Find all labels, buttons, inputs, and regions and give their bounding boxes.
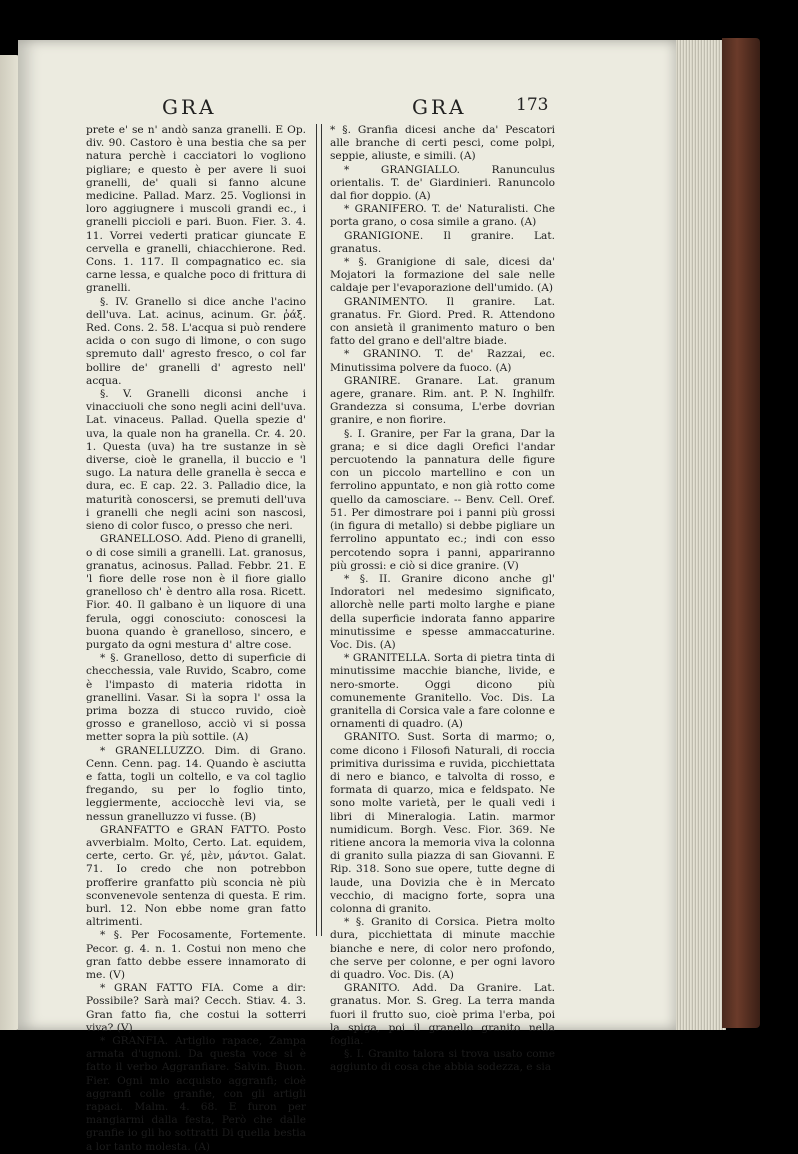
- entry-paragraph: prete e' se n' andò sanza granelli. E Op. div. 90. Castoro è una bestia che sa per natura perchè i cacciatori lo vogliono pigliare; e questo è per avere li suoi granelli, de' quali si fanno alcune medicine. Pallad. Marz. 25. Voglionsi in loro aggiugnere i muscoli grandi ec., i granelli piccioli e pari. Buon. Fier. 3. 4. 11. Vorrei vederti praticar giuncate E cervella e granelli, chiacchierone. Red. Cons. 1. 117. Il compagnatico ec. sia carne lessa, e qualche poco di frittura di granelli.: [86, 124, 306, 295]
- entry-paragraph: * GRANINO. T. de' Razzai, ec. Minutissima polvere da fuoco. (A): [330, 348, 555, 374]
- entry-paragraph: * GRANITELLA. Sorta di pietra tinta di minutissime macchie bianche, livide, e nero-smorte. Oggi dicono più comunemente Granitello. Voc. Dis. La granitella di Corsica vale a fare colonne e ornamenti di quadro. (A): [330, 652, 555, 731]
- book-cover-edge: [722, 38, 760, 1028]
- entry-paragraph: §. I. Granire, per Far la grana, Dar la grana; e si dice dagli Orefici l'andar percuotendo la pannatura delle figure con un piccolo martellino e con un ferrolino appuntato, e non già rotto come quello da camosciare. -- Benv. Cell. Oref. 51. Per dimostrare poi i panni più grossi (in figura di metallo) si debbe pigliare un ferrolino appuntato ec.; indi con esso percotendo sopra i panni, appariranno più grossi: e ciò si dice granire. (V): [330, 427, 555, 572]
- entry-paragraph: GRANIMENTO. Il granire. Lat. granatus. Fr. Giord. Pred. R. Attendono con ansietà il granimento maturo o ben fatto del grano e dell'altre biade.: [330, 295, 555, 348]
- entry-paragraph: GRANIRE. Granare. Lat. granum agere, granare. Rim. ant. P. N. Inghilfr. Grandezza si consuma, L'erbe dovrian granire, e non fiorire.: [330, 374, 555, 427]
- entry-paragraph: * GRANIFERO. T. de' Naturalisti. Che porta grano, o cosa simile a grano. (A): [330, 203, 555, 229]
- running-head-left: GRA: [162, 95, 217, 119]
- entry-paragraph: * §. Granfia dicesi anche da' Pescatori alle branche di certi pesci, come polpi, seppie, aliuste, e simili. (A): [330, 124, 555, 163]
- entry-paragraph: GRANITO. Add. Da Granire. Lat. granatus. Mor. S. Greg. La terra manda fuori il frutto suo, cioè prima l'erba, poi la spiga, poi il granello granito nella foglia.: [330, 982, 555, 1048]
- entry-paragraph: * GRANGIALLO. Ranunculus orientalis. T. de' Giardinieri. Ranuncolo dal fior doppio. (A): [330, 163, 555, 203]
- page-header: [0, 95, 798, 125]
- page-number: 173: [516, 95, 549, 115]
- left-column: [86, 124, 306, 1154]
- entry-paragraph: GRANELLOSO. Add. Pieno di granelli, o di cose simili a granelli. Lat. granosus, granatus, acinosus. Pallad. Febbr. 21. E 'l fiore delle rose non è il fiore giallo granelloso ch' è dentro alla rosa. Ricett. Fior. 40. Il galbano è un liquore di una ferula, oggi conosciuto: conoscesi la buona quando è granelloso, sincero, e purgato da ogni mestura d' altre cose.: [86, 533, 306, 651]
- entry-paragraph: §. I. Granito talora si trova usato come aggiunto di cosa che abbia sodezza, e sia: [330, 1048, 555, 1074]
- entry-paragraph: * GRANFIA. Artiglio rapace, Zampa armata d'ugnoni. Da questa voce si è fatto il verbo Aggranfiare. Salvin. Buon. Fier. Ogni mio acquisto aggranfi; cioè aggranfi colle granfie, con gli artigli rapaci. Malm. 4. 68. E furon per mangiarmi dalla festa, Però che dalle granfie io gli ho sottratti Di quella bestia a lor tanto molesta. (A): [86, 1035, 306, 1153]
- entry-paragraph: * §. II. Granire dicono anche gl' Indoratori nel medesimo significato, allorchè nelle parti molto larghe e piane della superficie indorata fanno apparire minutissime e spesse ammaccaturine. Voc. Dis. (A): [330, 572, 555, 651]
- entry-paragraph: §. IV. Granello si dice anche l'acino dell'uva. Lat. acinus, acinum. Gr. ῥάξ. Red. Cons. 2. 58. L'acqua si può rendere acida o con sugo di limone, o con sugo spremuto dall' agresto fresco, o col far bollire de' granelli d' agresto nell' acqua.: [86, 295, 306, 387]
- entry-paragraph: GRANFATTO e GRAN FATTO. Posto avverbialm. Molto, Certo. Lat. equidem, certe, certo. Gr. γέ, μὲν, μάντοι. Galat. 71. Io credo che non potrebbon profferire granfatto più sconcia nè più sconvenevole sentenza di questa. E rim. burl. 12. Non ebbe nome gran fatto altrimenti.: [86, 823, 306, 929]
- entry-paragraph: * §. Granito di Corsica. Pietra molto dura, picchiettata di minute macchie bianche e nere, di color nero profondo, che serve per colonne, e per ogni lavoro di quadro. Voc. Dis. (A): [330, 916, 555, 981]
- entry-paragraph: * GRANELLUZZO. Dim. di Grano. Cenn. Cenn. pag. 14. Quando è asciutta e fatta, togli un coltello, e va col taglio fregando, su per lo foglio tinto, leggiermente, acciocchè levi via, se nessun granelluzzo vi fusse. (B): [86, 744, 306, 823]
- entry-paragraph: * §. Granelloso, detto di superficie di checchessia, vale Ruvido, Scabro, come è l'impasto di materia ridotta in granellini. Vasar. Si ìa sopra l' ossa la prima bozza di stucco ruvido, cioè grosso e granelloso, acciò vi si possa metter sopra la più sottile. (A): [86, 652, 306, 744]
- entry-paragraph: * §. Per Focosamente, Fortemente. Pecor. g. 4. n. 1. Costui non meno che gran fatto debbe essere innamorato di me. (V): [86, 929, 306, 981]
- column-divider: [316, 124, 322, 936]
- entry-paragraph: * §. Granigione di sale, dicesi da' Mojatori la formazione del sale nelle caldaje per l'evaporazione dell'umido. (A): [330, 256, 555, 295]
- running-head-right: GRA: [412, 95, 467, 119]
- entry-paragraph: * GRAN FATTO FIA. Come a dir: Possibile? Sarà mai? Cecch. Stiav. 4. 3. Gran fatto fia, che costui la sotterri viva? (V): [86, 982, 306, 1034]
- entry-paragraph: GRANIGIONE. Il granire. Lat. granatus.: [330, 229, 555, 255]
- book-fore-edge: [676, 40, 726, 1030]
- entry-paragraph: GRANITO. Sust. Sorta di marmo; o, come dicono i Filosofi Naturali, di roccia primitiva durissima e ruvida, picchiettata di nero e bianco, e talvolta di rosso, e formata di quarzo, mica e feldspato. Ne sono molte varietà, per le quali vedi i libri di Mineralogia. Latin. marmor numidicum. Borgh. Vesc. Fior. 369. Ne ritiene ancora la memoria viva la colonna di granito sulla piazza di san Giovanni. E Rip. 318. Sono sue opere, tutte degne di laude, una Dovizia che è in Mercato vecchio, di macigno forte, sopra una colonna di granito.: [330, 731, 555, 915]
- entry-paragraph: §. V. Granelli diconsi anche i vinacciuoli che sono negli acini dell'uva. Lat. vinaceus. Pallad. Quella spezie d' uva, la quale non ha granella. Cr. 4. 20. 1. Questa (uva) ha tre sustanze in sè diverse, cioè le granella, il buccio e 'l sugo. La natura delle granella è secca e dura, ec. E cap. 22. 3. Palladio dice, la maturità conoscersi, se premuti dell'uva i granelli che negli acini son nascosi, sieno di color fusco, o presso che neri.: [86, 388, 306, 533]
- right-column: [330, 124, 555, 1075]
